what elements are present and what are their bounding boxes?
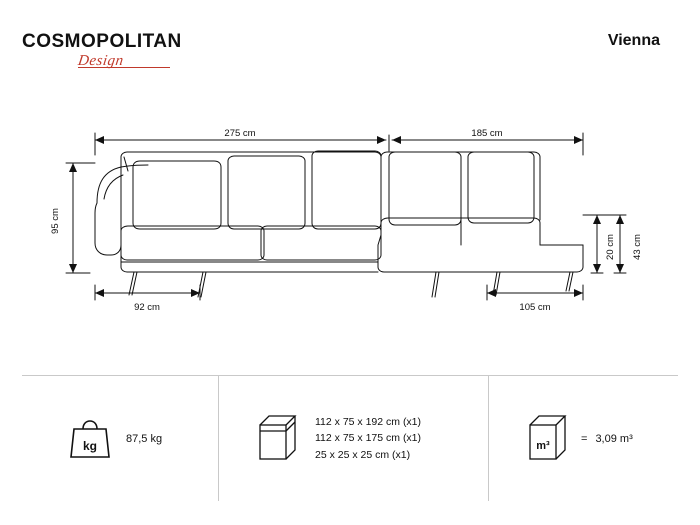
volume-box-icon (523, 411, 569, 467)
dimension-top-right: 185 cm (471, 128, 503, 139)
package-line: 25 x 25 x 25 cm (x1) (315, 448, 411, 461)
package-line: 112 x 75 x 175 cm (x1) (315, 432, 422, 445)
dimension-depth-right: 105 cm (519, 302, 551, 313)
package-dimensions-list (315, 414, 421, 463)
volume-cell (488, 376, 678, 501)
model-title: Vienna (607, 32, 660, 49)
brand-logo (22, 32, 242, 68)
spec-footer (22, 376, 678, 501)
weight-cell (22, 376, 218, 501)
package-box-icon (253, 411, 299, 467)
svg-text:m³: m³ (536, 439, 550, 452)
volume-equals: = (581, 432, 588, 445)
dimension-seat-height: 43 cm (632, 234, 643, 260)
volume-value: 3,09 m³ (595, 432, 633, 445)
brand-name: COSMOPOLITAN (22, 31, 182, 52)
dimension-height-left: 95 cm (50, 208, 61, 234)
dimension-top-left: 275 cm (224, 128, 256, 139)
weight-value: 87,5 kg (126, 432, 163, 445)
brand-script: Design (76, 53, 125, 69)
sofa-technical-drawing (0, 95, 700, 360)
dimension-leg-height: 20 cm (605, 234, 616, 260)
weight-icon (68, 416, 112, 462)
package-line: 112 x 75 x 192 cm (x1) (315, 416, 422, 429)
dimension-depth-left: 92 cm (134, 302, 160, 313)
svg-text:kg: kg (82, 438, 98, 453)
packages-cell (218, 376, 488, 501)
